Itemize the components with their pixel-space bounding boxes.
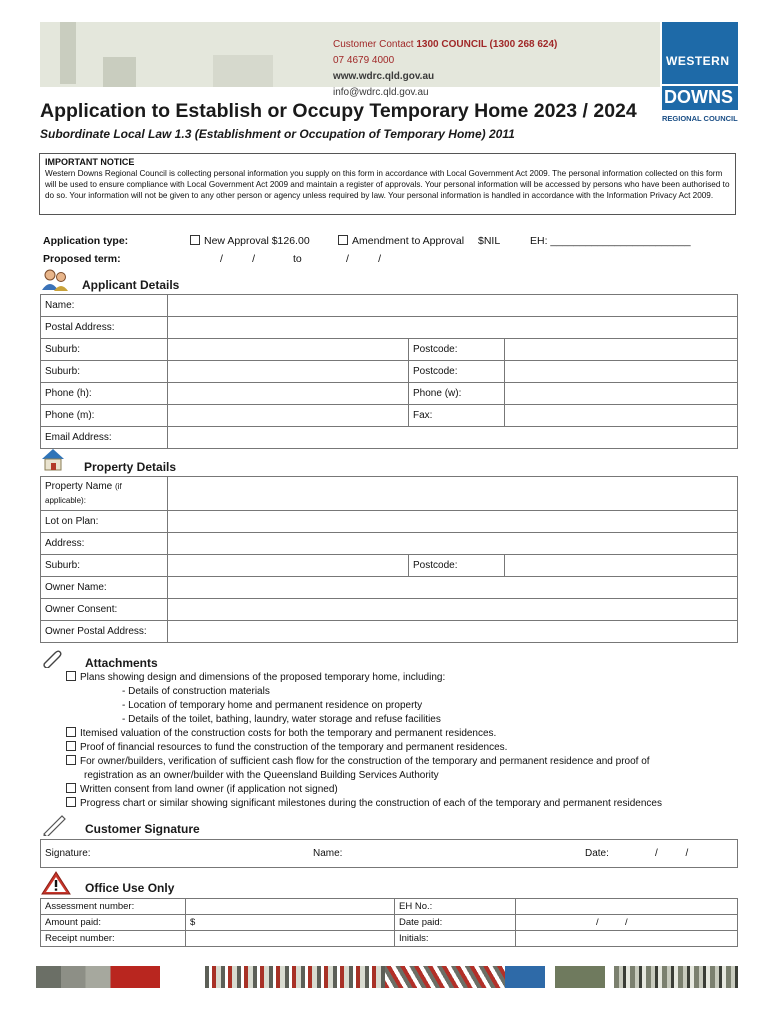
property-name-input[interactable] (168, 477, 738, 511)
amendment-checkbox[interactable] (338, 235, 348, 245)
phone-work-label: Phone (w): (409, 383, 505, 405)
fax-label: Fax: (409, 405, 505, 427)
eh-no-label: EH No.: (395, 899, 516, 915)
financial-checkbox[interactable] (66, 741, 76, 751)
phone-work-input[interactable] (505, 383, 738, 405)
property-name-label: Property Name (if applicable): (41, 477, 168, 511)
signature-label: Signature: (45, 848, 91, 859)
contact-phone-main: 1300 COUNCIL (1300 268 624) (416, 39, 558, 50)
attachment-subitem: - Details of construction materials (122, 686, 270, 697)
initials-input[interactable] (516, 931, 738, 947)
footer-decor-strip (385, 966, 505, 988)
council-logo: WESTERN DOWNS REGIONAL COUNCIL (662, 22, 738, 126)
property-details-table (40, 476, 738, 643)
suburb-label: Suburb: (41, 555, 168, 577)
attachment-item-financial[interactable]: Proof of financial resources to fund the construction of the temporary and permanent residences. (66, 741, 662, 755)
attachment-item-owner-builder[interactable]: For owner/builders, verification of sufficient cash flow for the construction of the temporary and permanent residence and proof of (66, 755, 662, 769)
suburb-input[interactable] (168, 555, 409, 577)
footer-decor-strip (36, 966, 160, 988)
page-title: Application to Establish or Occupy Temporary Home 2023 / 2024 (40, 100, 637, 122)
phone-home-label: Phone (h): (41, 383, 168, 405)
valuation-checkbox[interactable] (66, 727, 76, 737)
contact-phone: 07 4679 4000 (333, 55, 395, 66)
date-paid-input[interactable]: / / (516, 915, 738, 931)
signature-date-label: Date: (585, 848, 609, 859)
applicant-details-heading: Applicant Details (82, 278, 180, 292)
progress-checkbox[interactable] (66, 797, 76, 807)
attachment-item-owner-builder-cont: registration as an owner/builder with the Queensland Building Services Authority (84, 770, 439, 781)
owner-consent-input[interactable] (168, 599, 738, 621)
postcode-input[interactable] (505, 361, 738, 383)
suburb-input[interactable] (168, 361, 409, 383)
attachment-subitem: - Details of the toilet, bathing, laundry, water storage and refuse facilities (122, 714, 441, 725)
eh-field[interactable]: EH: ________________________ (530, 235, 691, 247)
attachments-list (66, 671, 662, 811)
postal-address-input[interactable] (168, 317, 738, 339)
fax-input[interactable] (505, 405, 738, 427)
important-notice (39, 153, 736, 215)
email-label: Email Address: (41, 427, 168, 449)
house-icon (40, 447, 66, 471)
owner-consent-label: Owner Consent: (41, 599, 168, 621)
notice-heading: IMPORTANT NOTICE (45, 157, 135, 167)
consent-checkbox[interactable] (66, 783, 76, 793)
name-label: Name: (41, 295, 168, 317)
owner-builder-checkbox[interactable] (66, 755, 76, 765)
suburb-input[interactable] (168, 339, 409, 361)
receipt-number-label: Receipt number: (41, 931, 186, 947)
signature-box[interactable] (40, 839, 738, 868)
postcode-label: Postcode: (409, 339, 505, 361)
people-icon (40, 268, 70, 292)
phone-home-input[interactable] (168, 383, 409, 405)
attachment-subitem: - Location of temporary home and permanent residence on property (122, 700, 423, 711)
pen-icon (40, 812, 68, 836)
proposed-term-label: Proposed term: (43, 253, 121, 265)
amount-paid-input[interactable]: $ (186, 915, 395, 931)
name-input[interactable] (168, 295, 738, 317)
eh-no-input[interactable] (516, 899, 738, 915)
postcode-input[interactable] (505, 555, 738, 577)
header-decor (213, 55, 273, 87)
header-decor (103, 57, 136, 87)
office-use-heading: Office Use Only (85, 881, 175, 895)
initials-label: Initials: (395, 931, 516, 947)
page-subtitle: Subordinate Local Law 1.3 (Establishment or Occupation of Temporary Home) 2011 (40, 127, 515, 141)
amendment-option[interactable]: Amendment to Approval (338, 235, 464, 247)
property-details-heading: Property Details (84, 460, 177, 474)
applicant-details-table (40, 294, 738, 449)
attachment-item-progress[interactable]: Progress chart or similar showing significant milestones during the construction of each of the temporary and permanent residences (66, 797, 662, 811)
term-to-date[interactable]: / / (346, 253, 382, 265)
new-approval-checkbox[interactable] (190, 235, 200, 245)
footer-decor-strip (205, 966, 385, 988)
footer-decor-strip (505, 966, 605, 988)
amount-paid-label: Amount paid: (41, 915, 186, 931)
owner-postal-input[interactable] (168, 621, 738, 643)
contact-label: Customer Contact (333, 39, 417, 50)
signature-name-label: Name: (313, 848, 343, 859)
signature-date-input[interactable]: / / (655, 848, 689, 859)
postcode-label: Postcode: (409, 555, 505, 577)
warning-icon (40, 870, 72, 896)
postal-address-label: Postal Address: (41, 317, 168, 339)
lot-on-plan-input[interactable] (168, 511, 738, 533)
customer-signature-heading: Customer Signature (85, 822, 200, 836)
new-approval-option[interactable]: New Approval $126.00 (190, 235, 310, 247)
paperclip-icon (40, 648, 64, 668)
postcode-input[interactable] (505, 339, 738, 361)
term-to-label: to (293, 253, 302, 265)
website-link[interactable]: www.wdrc.qld.gov.au (333, 71, 435, 82)
owner-postal-label: Owner Postal Address: (41, 621, 168, 643)
attachment-item-consent[interactable]: Written consent from land owner (if application not signed) (66, 783, 662, 797)
attachment-item-valuation[interactable]: Itemised valuation of the construction costs for both the temporary and permanent residences. (66, 727, 662, 741)
phone-mobile-input[interactable] (168, 405, 409, 427)
assessment-label: Assessment number: (41, 899, 186, 915)
nil-fee: $NIL (478, 235, 501, 247)
attachment-item-plans[interactable]: Plans showing design and dimensions of the proposed temporary home, including: (66, 671, 662, 685)
suburb-label: Suburb: (41, 339, 168, 361)
contact-info (333, 37, 557, 101)
date-paid-label: Date paid: (395, 915, 516, 931)
email-input[interactable] (168, 427, 738, 449)
notice-body: Western Downs Regional Council is collecting personal information you supply on this form in accordance with Local Government Act 2009. The personal information collected on this form will be used to ensure compliance with Local Government Act 2009 and maintain a register of approvals. Your personal information will be accessed by persons who have been authorised to do so. Your information will not be given to any other person or agency unless required by law. Your personal information is handled in accordance with the Information Privacy Act 2009. (45, 169, 730, 200)
postcode-label: Postcode: (409, 361, 505, 383)
receipt-number-input[interactable] (186, 931, 395, 947)
plans-checkbox[interactable] (66, 671, 76, 681)
owner-name-label: Owner Name: (41, 577, 168, 599)
application-type-label: Application type: (43, 235, 129, 247)
term-from-date[interactable]: / / (220, 253, 256, 265)
footer-decor-strip (614, 966, 738, 988)
office-use-table (40, 898, 738, 947)
attachments-heading: Attachments (85, 656, 158, 670)
header-decor (60, 22, 76, 84)
suburb-label: Suburb: (41, 361, 168, 383)
assessment-input[interactable] (186, 899, 395, 915)
address-input[interactable] (168, 533, 738, 555)
address-label: Address: (41, 533, 168, 555)
lot-on-plan-label: Lot on Plan: (41, 511, 168, 533)
phone-mobile-label: Phone (m): (41, 405, 168, 427)
owner-name-input[interactable] (168, 577, 738, 599)
email-link[interactable]: info@wdrc.qld.gov.au (333, 87, 429, 98)
